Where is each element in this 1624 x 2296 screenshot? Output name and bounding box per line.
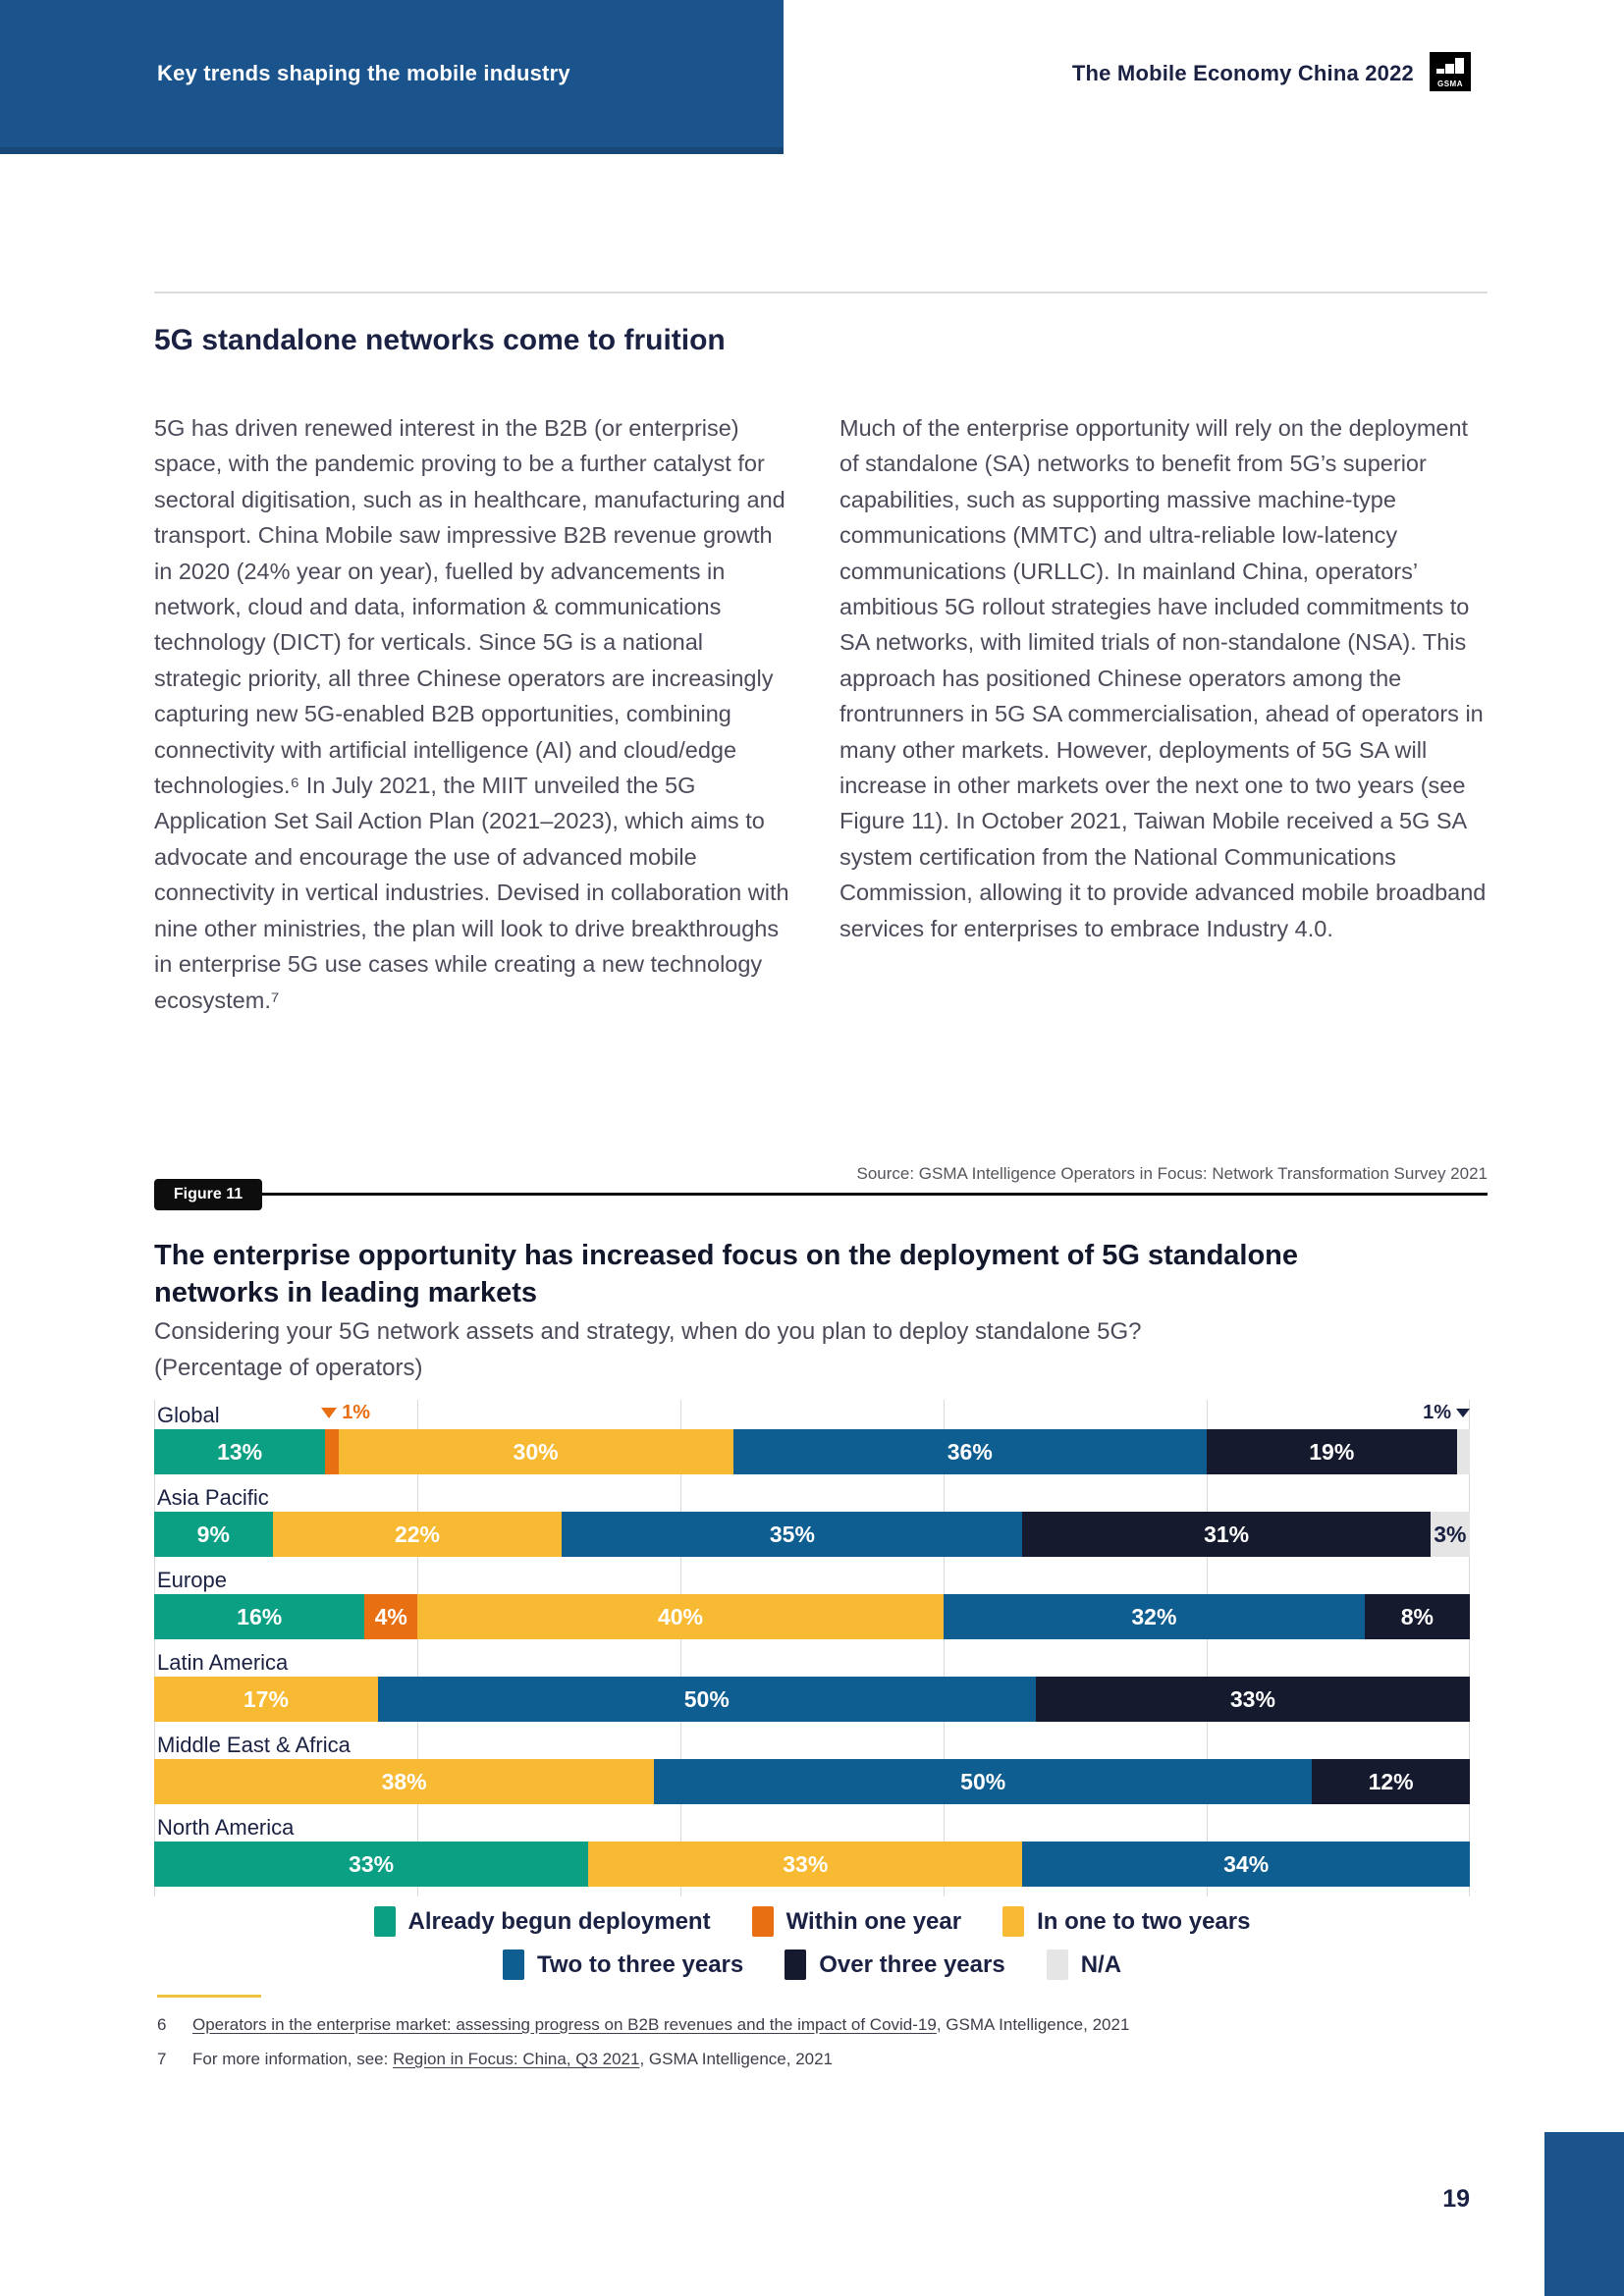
legend-label: N/A [1080,1950,1122,1978]
article-column-right: Much of the enterprise opportunity will rely on the deployment of standalone (SA) networks to benefit from 5G’s superior capabilities, such as supporting massive machine-type communications (MMTC) and ultra-reliable low-latency communications (URLLC). In mainland China, operators’ ambitious 5G rollout strategies have included commitments to SA networks, with limited trials of non-standalone (NSA). This approach has positioned Chinese operators among the frontrunners in 5G SA commercialisation, ahead of operators in many other markets. However, deployments of 5G SA will increase in other markets over the next one to two years (see Figure 11). In October 2021, Taiwan Mobile received a 5G SA system certification from the National Communications Commission, allowing it to provide advanced mobile broadband services for enterprises to embrace Industry 4.0. [839,415,1487,941]
legend-label: Over three years [819,1950,1005,1978]
stacked-bar [154,1512,1470,1557]
segment-value-label: 30% [513,1438,559,1465]
legend-label: Already begun deployment [407,1907,711,1935]
gsma-steps-icon [1436,58,1464,74]
legend-swatch [1047,1949,1068,1980]
bar-segment [1365,1594,1470,1639]
bar-segment [325,1429,338,1474]
category-label: Europe [157,1568,227,1592]
gsma-logo [1430,52,1471,91]
footer-corner-block [1544,2132,1624,2296]
category-label: North America [157,1815,295,1840]
segment-value-label: 4% [374,1603,407,1629]
figure-badge-line [262,1193,1488,1196]
legend-row [503,1949,1121,1980]
segment-value-label: 33% [783,1850,829,1877]
bar-segment [733,1429,1207,1474]
legend-swatch [503,1949,524,1980]
chart-row-latin-america [154,1647,1470,1730]
legend-item [1047,1949,1121,1980]
figure-source: Source: GSMA Intelligence Operators in Focus: Network Transformation Survey 2021 [856,1164,1488,1183]
segment-value-label: 22% [394,1521,441,1547]
segment-value-label: 33% [349,1850,395,1877]
bar-segment [654,1759,1312,1804]
category-label: Middle East & Africa [157,1733,351,1757]
header-report-title: The Mobile Economy China 2022 [1071,61,1414,85]
segment-value-label: 16% [237,1603,283,1629]
chart-row-middle-east-africa [154,1730,1470,1812]
figure-unit: (Percentage of operators) [154,1355,423,1381]
stacked-bar [154,1842,1470,1887]
bar-segment [378,1677,1036,1722]
legend-swatch [785,1949,806,1980]
footnote [157,2014,1473,2036]
segment-value-label: 13% [217,1438,263,1465]
bar-segment [154,1842,588,1887]
stacked-bar [154,1677,1470,1722]
bar-segment [364,1594,417,1639]
segment-value-label: 35% [769,1521,815,1547]
footnote-divider [157,1995,261,1998]
category-label: Latin America [157,1650,289,1675]
segment-value-label: 33% [1229,1685,1275,1712]
bar-segment [1457,1429,1470,1474]
legend-label: In one to two years [1037,1907,1251,1935]
article-title: 5G standalone networks come to fruition [154,324,726,356]
segment-value-label: 34% [1223,1850,1270,1877]
segment-value-label: 32% [1131,1603,1177,1629]
bar-segment [1431,1512,1470,1557]
footnote-text: For more information, see: [192,2050,394,2068]
callout-value: 1% [1423,1402,1451,1423]
chart-row-europe [154,1565,1470,1647]
stacked-bar [154,1594,1470,1639]
bar-segment [944,1594,1365,1639]
bar-segment [1036,1677,1470,1722]
footnote-link[interactable]: Operators in the enterprise market: assessing progress on B2B revenues and the impact of Covid-19 [192,2015,937,2034]
legend-item [503,1949,743,1980]
segment-value-label: 36% [947,1438,993,1465]
segment-value-label: 9% [196,1521,230,1547]
segment-value-label: 38% [381,1768,427,1794]
figure-badge: Figure 11 [154,1179,262,1210]
chart-plot [154,1400,1470,1896]
article-column-left: 5G has driven renewed interest in the B2B (or enterprise) space, with the pandemic proving to be a further catalyst for sectoral digitisation, such as in healthcare, manufacturing and transport. China Mobile saw impressive B2B revenue growth in 2020 (24% year on year), fuelled by advancements in network, cloud and data, information & communications technology (DICT) for verticals. Since 5G is a national strategic priority, all three Chinese operators are increasingly capturing new 5G-enabled B2B opportunities, combining connectivity with artificial intelligence (AI) and cloud/edge technologies.⁶ In July 2021, the MIIT unveiled the 5G Application Set Sail Action Plan (2021–2023), which aims to advocate and encourage the use of advanced mobile connectivity in vertical industries. Devised in collaboration with nine other ministries, the plan will look to drive breakthroughs in enterprise 5G use cases while creating a new technology ecosystem.⁷ [154,415,789,1013]
bar-segment [588,1842,1022,1887]
legend-item [752,1906,961,1937]
legend-item [374,1906,711,1937]
bar-segment [1022,1842,1470,1887]
legend-swatch [752,1906,774,1937]
category-label: Asia Pacific [157,1485,269,1510]
stacked-bar [154,1429,1470,1474]
header-section-title: Key trends shaping the mobile industry [157,61,570,85]
gsma-logo-text: GSMA [1437,80,1463,88]
page-number: 19 [1442,2185,1470,2213]
bar-segment [154,1512,273,1557]
bar-segment [1312,1759,1470,1804]
footnote [157,2049,1473,2070]
footnotes [157,2014,1473,2083]
bar-segment [417,1594,944,1639]
segment-value-label: 40% [657,1603,703,1629]
bar-segment [154,1594,364,1639]
figure-title: The enterprise opportunity has increased focus on the deployment of 5G standalone networks in leading markets [154,1240,1299,1308]
footnote-text: , GSMA Intelligence, 2021 [639,2050,834,2068]
down-triangle-icon [1456,1409,1470,1417]
callout-within-one-year [321,1402,370,1424]
chart-row-global [154,1400,1470,1482]
footnote-text: , GSMA Intelligence, 2021 [936,2015,1130,2034]
chart-row-north-america [154,1812,1470,1895]
segment-value-label: 50% [960,1768,1006,1794]
legend-item [1002,1906,1250,1937]
bar-segment [562,1512,1022,1557]
segment-value-label: 19% [1309,1438,1355,1465]
bar-segment [1022,1512,1430,1557]
section-divider [154,292,1488,294]
bar-segment [154,1429,325,1474]
legend-label: Within one year [785,1907,962,1935]
stacked-bar [154,1759,1470,1804]
segment-value-label: 3% [1434,1521,1467,1547]
legend-swatch [374,1906,396,1937]
bar-segment [1207,1429,1457,1474]
legend-row [374,1906,1251,1937]
chart-legend [154,1906,1470,1980]
bar-segment [339,1429,733,1474]
bar-segment [154,1759,654,1804]
segment-value-label: 50% [683,1685,730,1712]
bar-segment [154,1677,378,1722]
segment-value-label: 8% [1400,1603,1434,1629]
chart-row-asia-pacific [154,1482,1470,1565]
legend-item [785,1949,1004,1980]
footnote-link[interactable]: Region in Focus: China, Q3 2021 [393,2050,640,2068]
legend-label: Two to three years [536,1950,744,1978]
figure-subtitle: Considering your 5G network assets and strategy, when do you plan to deploy standalone 5G? [154,1318,1142,1345]
category-label: Global [157,1403,220,1427]
callout-na [1423,1402,1470,1424]
segment-value-label: 17% [243,1685,289,1712]
legend-swatch [1002,1906,1024,1937]
down-triangle-icon [321,1408,337,1418]
footnote-number: 7 [157,2050,167,2068]
segment-value-label: 12% [1368,1768,1414,1794]
callout-value: 1% [342,1402,371,1423]
footnote-number: 6 [157,2015,167,2034]
bar-segment [273,1512,563,1557]
segment-value-label: 31% [1204,1521,1250,1547]
